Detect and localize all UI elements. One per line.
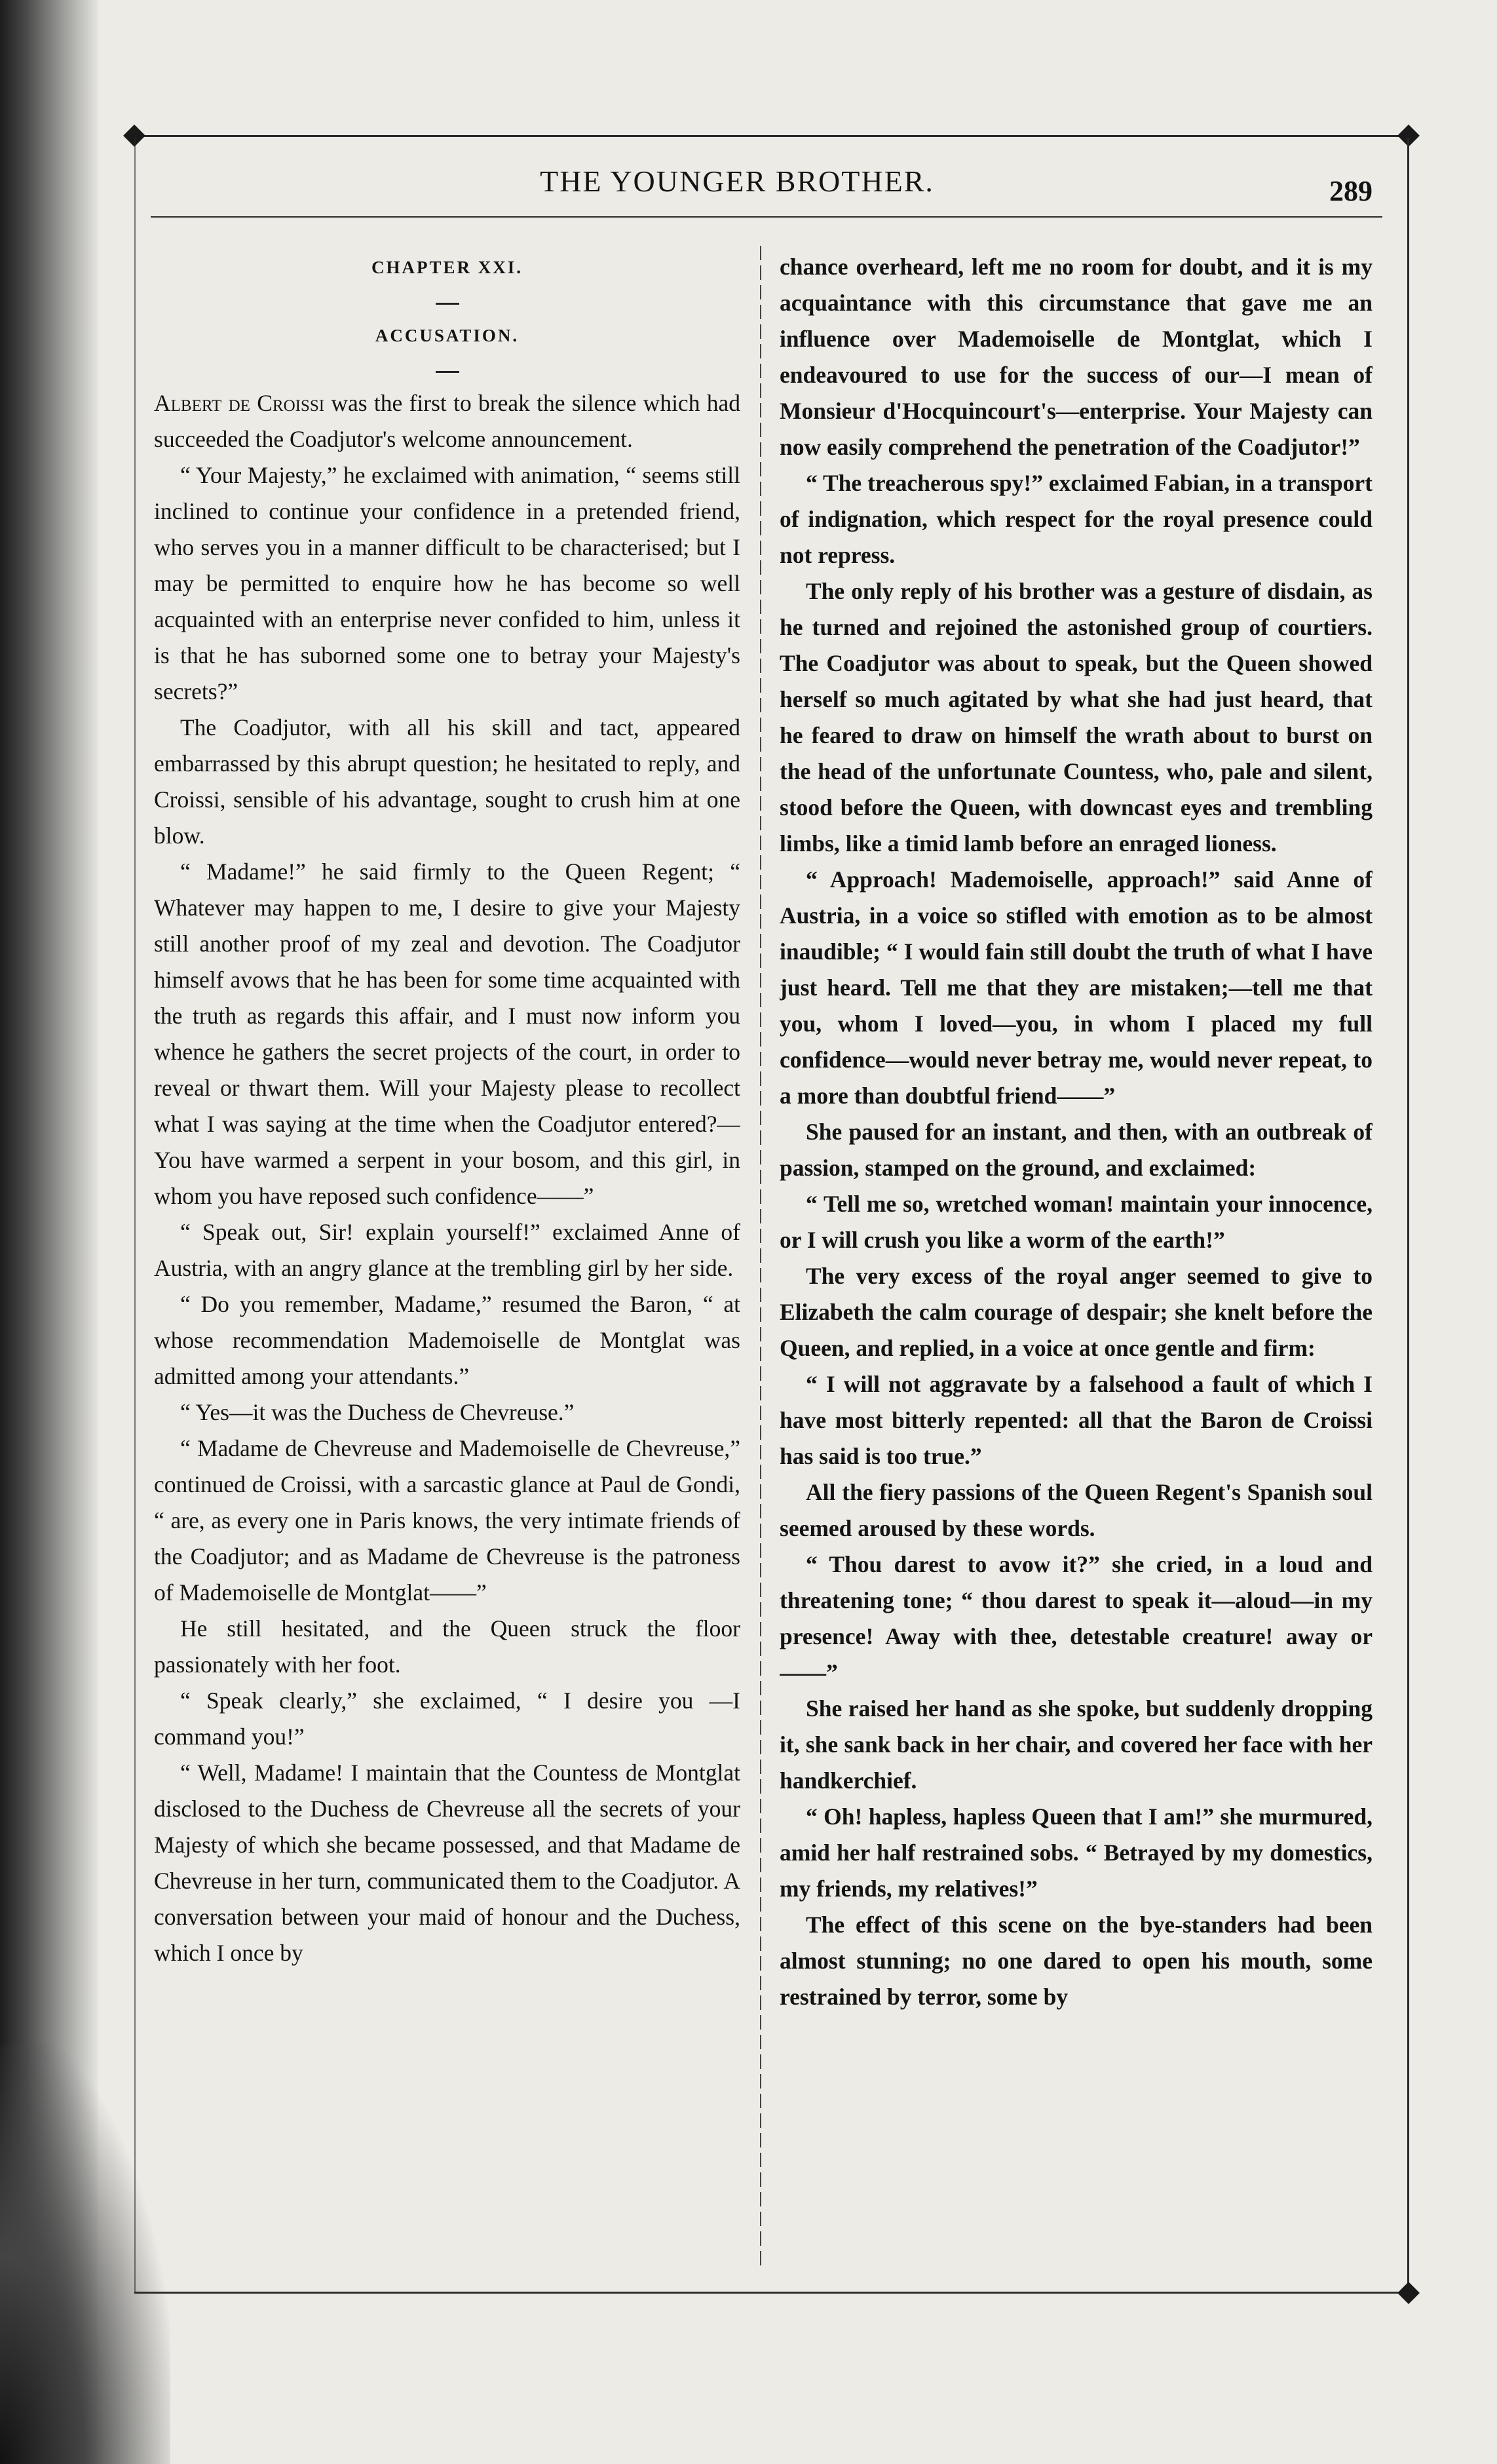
bottom-border-rule	[134, 2292, 1409, 2294]
page-number: 289	[1329, 175, 1373, 207]
continuation-paragraph: chance overheard, left me no room for doubt, and it is my acquaintance with this circumstance that gave me an influence over Mademoiselle de Montglat, which I endeavoured to use for the success of our—I mean of Monsieur d'Hocquincourt's—enterprise. Your Majesty can now easily comprehend the penetration of the Coadjutor!”	[780, 254, 1373, 460]
right-border-rule	[1407, 138, 1409, 2294]
paragraph: “ Speak out, Sir! explain yourself!” exclaimed Anne of Austria, with an angry glance at the trembling girl by her side.	[154, 1219, 740, 1281]
chapter-number: CHAPTER XXI.	[371, 258, 523, 277]
paragraph: “ Do you remember, Madame,” resumed the Baron, “ at whose recommendation Mademoiselle de Montglat was admitted among your attendants.”	[154, 1291, 740, 1389]
paragraph: “ Thou darest to avow it?” she cried, in a loud and threatening tone; “ thou darest to speak it—aloud—in my presence! Away with thee, detestable creature! away or——”	[780, 1551, 1373, 1685]
title-divider	[154, 354, 740, 385]
header-underline-rule	[151, 216, 1382, 218]
paragraph: “ I will not aggravate by a falsehood a fault of which I have most bitterly repented: all that the Baron de Croissi has said is too true.”	[780, 1371, 1373, 1469]
paragraph: “ Oh! hapless, hapless Queen that I am!” she murmured, amid her half restrained sobs. “ Betrayed by my domestics, my friends, my relatives!”	[780, 1803, 1373, 1902]
paragraph: “ Tell me so, wretched woman! maintain your innocence, or I will crush you like a worm of the earth!”	[780, 1191, 1373, 1253]
opening-text: was the first to break the silence which had succeeded the Coadjutor's welcome announcement.	[154, 390, 740, 452]
paragraph: “ The treacherous spy!” exclaimed Fabian, in a transport of indignation, which respect for the royal presence could not repress.	[780, 470, 1373, 568]
running-title: THE YOUNGER BROTHER.	[540, 164, 934, 198]
paragraph: She paused for an instant, and then, with an outbreak of passion, stamped on the ground, and exclaimed:	[780, 1119, 1373, 1181]
left-column	[154, 249, 740, 2267]
paragraph: “ Madame!” he said firmly to the Queen Regent; “ Whatever may happen to me, I desire to give your Majesty still another proof of my zeal and devotion. The Coadjutor himself avows that he has been for some time acquainted with the truth as regards this affair, and I must now inform you whence he gathers the secret projects of the court, in order to reveal or thwart them. Will your Majesty please to recollect what I was saying at the time when the Coadjutor entered?—You have warmed a serpent in your bosom, and this girl, in whom you have reposed such confidence——”	[154, 858, 740, 1209]
page-curl-shadow	[0, 2045, 170, 2464]
paragraph: “ Well, Madame! I maintain that the Countess de Montglat disclosed to the Duchess de Chevreuse all the secrets of your Majesty of which she became possessed, and that Madame de Chevreuse in her turn, communicated them to the Coadjutor. A conversation between your maid of honour and the Duchess, which I once by	[154, 1760, 740, 1966]
paragraph: The only reply of his brother was a gesture of disdain, as he turned and rejoined the astonished group of courtiers. The Coadjutor was about to speak, but the Queen showed herself so much agitated by what she had just heard, that he feared to draw on himself the wrath about to burst on the head of the unfortunate Countess, who, pale and silent, stood before the Queen, with downcast eyes and trembling limbs, like a timid lamb before an enraged lioness.	[780, 578, 1373, 857]
top-border-rule	[134, 135, 1409, 137]
paragraph: The effect of this scene on the bye-standers had been almost stunning; no one dared to open his mouth, some restrained by terror, some by	[780, 1912, 1373, 2010]
paragraph: “ Madame de Chevreuse and Mademoiselle de Chevreuse,” continued de Croissi, with a sarcastic glance at Paul de Gondi, “ are, as every one in Paris knows, the very intimate friends of the Coadjutor; and as Madame de Chevreuse is the patroness of Mademoiselle de Montglat——”	[154, 1435, 740, 1606]
paragraph: “ Your Majesty,” he exclaimed with animation, “ seems still inclined to continue your confidence in a pretended friend, who serves you in a manner difficult to be characterised; but I may be permitted to enquire how he has become so well acquainted with an enterprise never confided to him, unless it is that he has suborned some one to betray your Majesty's secrets?”	[154, 462, 740, 704]
opening-name: Albert de Croissi	[154, 390, 325, 416]
chapter-title: ACCUSATION.	[375, 326, 520, 345]
left-border-rule	[134, 138, 136, 2294]
bottom-right-ornament	[1397, 2282, 1420, 2304]
paragraph: The Coadjutor, with all his skill and tact, appeared embarrassed by this abrupt question; he hesitated to reply, and Croissi, sensible of his advantage, sought to crush him at one blow.	[154, 714, 740, 849]
paragraph: “ Approach! Mademoiselle, approach!” said Anne of Austria, in a voice so stifled with emotion as to be almost inaudible; “ I would fain still doubt the truth of what I have just heard. Tell me that they are mistaken;—tell me that you, whom I loved—you, in whom I placed my full confidence—would never betray me, would never repeat, to a more than doubtful friend——”	[780, 866, 1373, 1109]
paragraph: The very excess of the royal anger seemed to give to Elizabeth the calm courage of despair; she knelt before the Queen, and replied, in a voice at once gentle and firm:	[780, 1263, 1373, 1361]
opening-paragraph	[154, 385, 740, 457]
paragraph: “ Yes—it was the Duchess de Chevreuse.”	[180, 1399, 575, 1425]
paragraph: She raised her hand as she spoke, but suddenly dropping it, she sank back in her chair, and covered her face with her handkerchief.	[780, 1695, 1373, 1794]
column-divider	[760, 246, 761, 2267]
paragraph: All the fiery passions of the Queen Regent's Spanish soul seemed aroused by these words.	[780, 1479, 1373, 1541]
paragraph: “ Speak clearly,” she exclaimed, “ I desire you —I command you!”	[154, 1687, 740, 1750]
paragraph: He still hesitated, and the Queen struck the floor passionately with her foot.	[154, 1615, 740, 1678]
right-column	[780, 249, 1373, 2267]
chapter-divider	[154, 286, 740, 317]
